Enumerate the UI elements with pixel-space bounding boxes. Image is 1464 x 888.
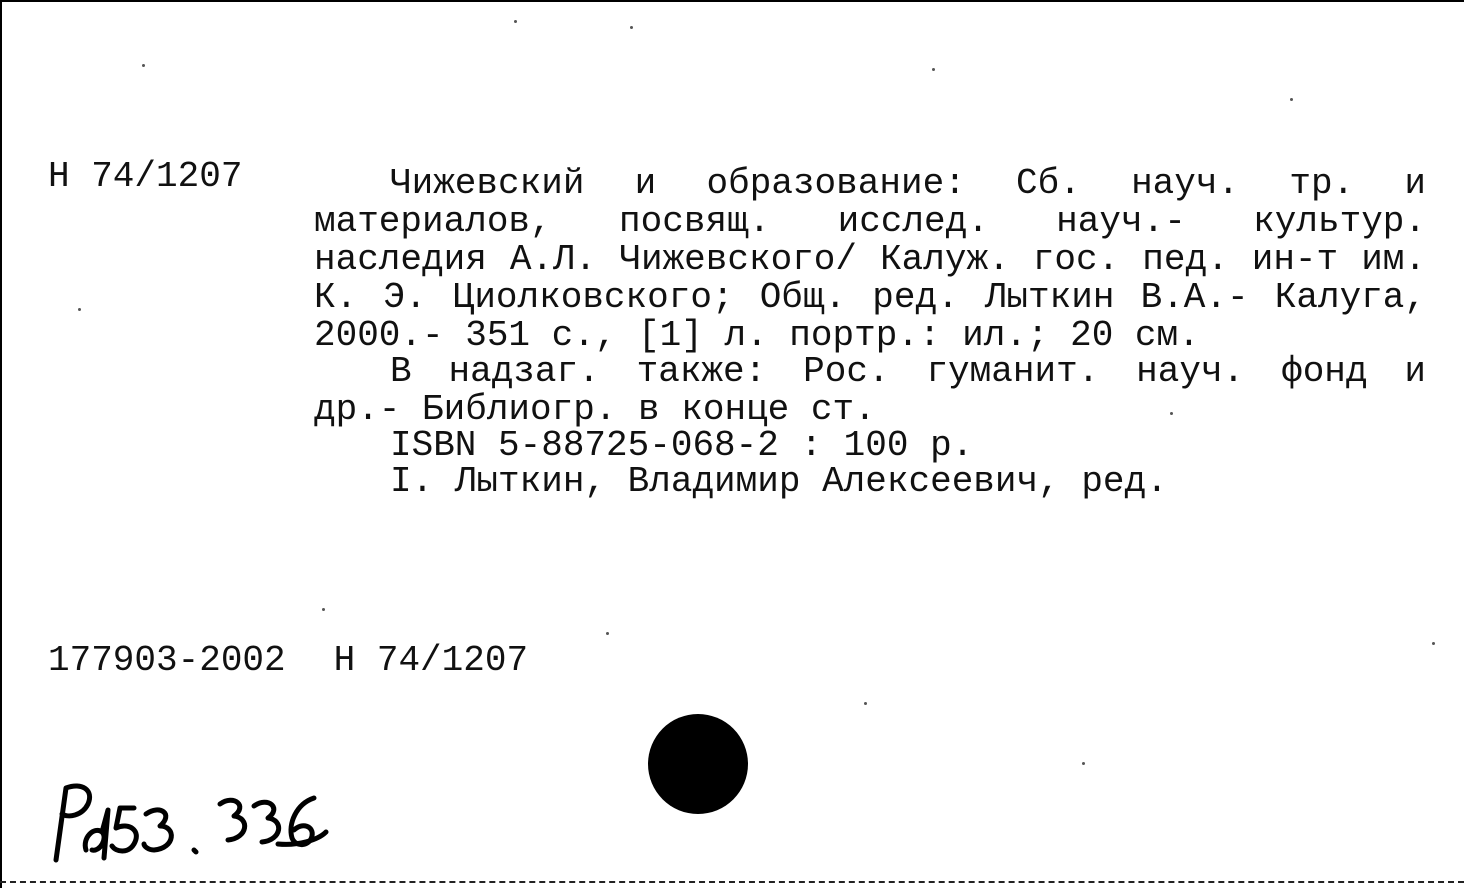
inventory-line bbox=[48, 642, 528, 680]
shelfmark: Н 74/1207 bbox=[48, 156, 243, 197]
card-bottom-edge bbox=[0, 881, 1464, 883]
isbn-line: ISBN 5-88725-068-2 : 100 р. bbox=[390, 425, 974, 466]
description-paragraph: Чижевский и образование: Сб. науч. тр. и материалов, посвящ. исслед. науч.- культур. наследия А.Л. Чижевского/ Калуж. гос. пед. ин-т им. К. Э. Циолковского; Общ. ред. Лыткин В.А.- Калуга, 2000.- 351 с., [1] л. портр.: ил.; 20 см. bbox=[314, 163, 1426, 356]
punch-hole bbox=[648, 714, 748, 814]
added-entry-line: I. Лыткин, Владимир Алексеевич, ред. bbox=[390, 461, 1168, 502]
bibliographic-entry bbox=[314, 165, 1426, 501]
inventory-shelfmark: Н 74/1207 bbox=[333, 640, 529, 681]
handwritten-note bbox=[42, 780, 342, 864]
inventory-number: 177903-2002 bbox=[48, 640, 286, 681]
notes-paragraph: В надзаг. также: Рос. гуманит. науч. фонд и др.- Библиогр. в конце ст. bbox=[314, 351, 1426, 430]
